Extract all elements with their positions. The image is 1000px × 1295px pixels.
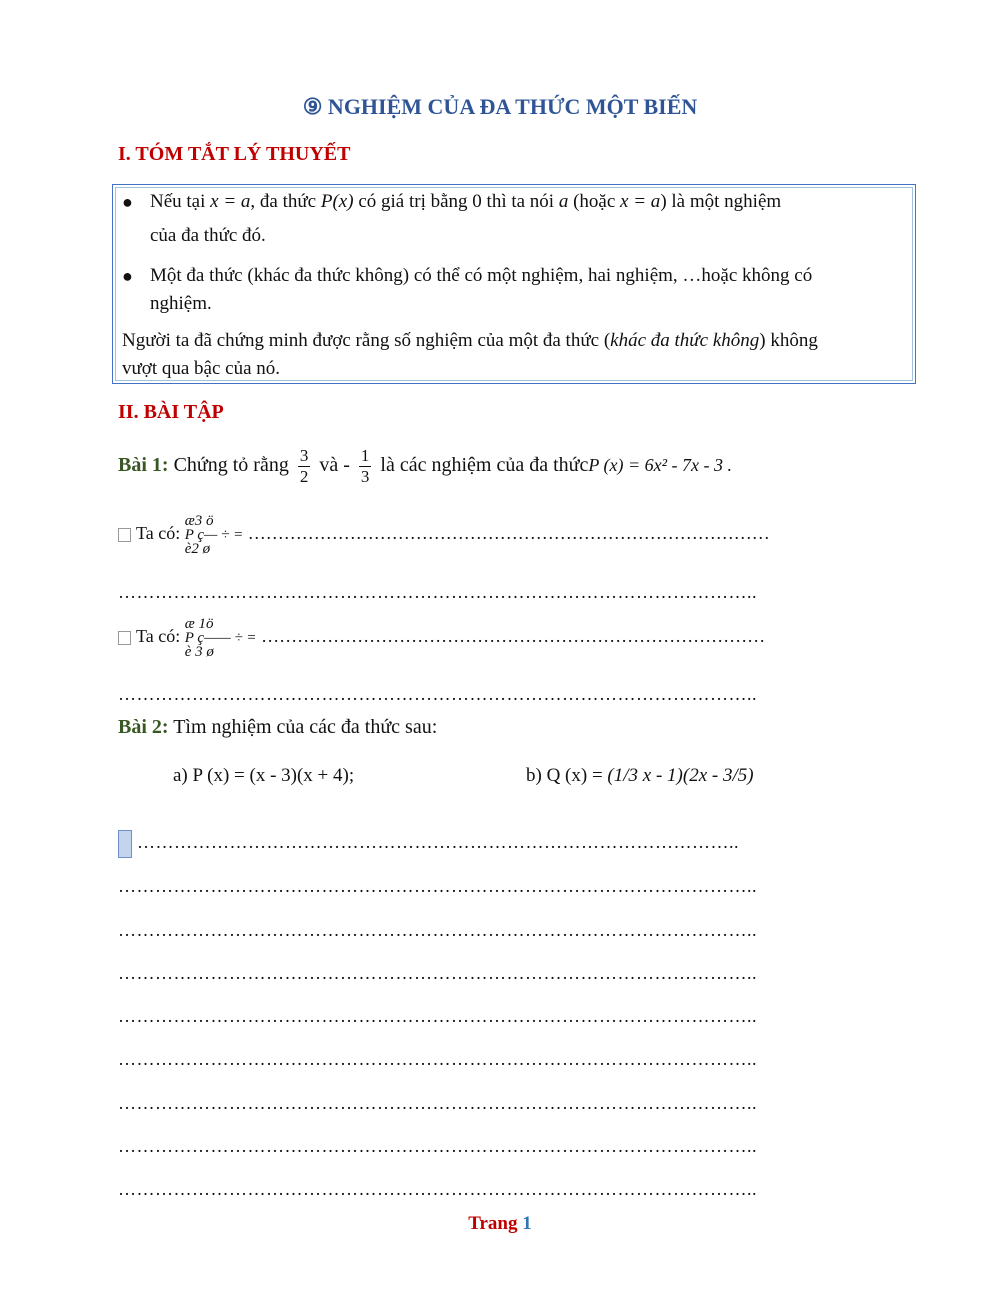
theory-text: có giá trị bằng 0 thì ta nói [353,191,559,212]
dotted-answer-line[interactable]: ………………………………………………………………………………………….. [118,1179,757,1199]
page-title: ⑨ NGHIỆM CỦA ĐA THỨC MỘT BIẾN [302,94,698,119]
fraction-numerator: 1 [360,446,370,465]
theory-bullet-1 [122,188,908,250]
dotted-answer-line[interactable]: ………………………………………………………………………………………….. [118,684,757,704]
answer-line-1 [118,514,770,556]
expr-mid: P ç—— ÷ = [184,630,257,646]
exercise-1-statement [118,446,732,487]
exercise-label: Bài 1: [118,454,169,477]
page-number: 1 [522,1213,532,1234]
dotted-answer-line[interactable]: ………………………………………………………………………………………….. [118,920,757,940]
theory-text: (hoặc [568,191,621,212]
theory-text: Nếu tại [150,191,211,212]
dotted-answer-line[interactable]: ………………………………………………………………………………………….. [118,1093,757,1113]
dotted-answer-line[interactable]: ………………………………………………………………………………………….. [118,963,757,983]
exercise-2b [526,765,754,787]
exercise-text: là các nghiệm của đa thức [380,454,589,477]
section-heading-exercises: II. BÀI TẬP [118,401,224,423]
fraction-numerator: 3 [299,446,309,465]
dotted-answer-line[interactable]: ………………………………………………………………………………………….. [118,1049,757,1069]
expr-mid: P ç— ÷ = [184,527,244,543]
dotted-answer-line[interactable]: ………………………………………………………………………………………….. [118,876,757,896]
bullet-icon: ● [122,266,133,286]
evaluated-expression [185,514,244,556]
exercise-text: Tìm nghiệm của các đa thức sau: [173,716,438,738]
theory-text: Người ta đã chứng minh được rằng số nghiệm của một đa thức ( [122,330,611,351]
expr-bot: è2 ø [184,541,211,557]
bullet-icon: ● [122,192,133,212]
theory-paragraph [122,327,908,383]
section-heading-theory: I. TÓM TẮT LÝ THUYẾT [118,143,351,165]
fraction-three-halves [298,446,311,487]
theory-emphasis: khác đa thức không [610,330,760,351]
answer-label: Ta có: [136,626,181,647]
page-footer [0,1213,1000,1235]
answer-label: Ta có: [136,523,181,544]
text-cursor-icon [118,830,132,858]
expr-top: æ3 ö [184,513,214,529]
answer-line-2 [118,617,765,659]
math-x-equals-a: x = a [210,191,251,212]
polynomial-expression: P (x) = 6x² - 7x - 3 . [588,455,733,476]
theory-text: ) là một nghiệm [660,191,782,212]
fraction-denominator: 3 [360,467,370,486]
math-a: a [558,191,569,212]
theory-text: ) không [759,330,818,351]
dotted-answer-line[interactable]: ………………………………………………………………………………………….. [118,1136,757,1156]
theory-text: nghiệm. [150,293,212,314]
dotted-answer-line[interactable]: …………………………………………………………………………… [247,523,770,544]
theory-text: vượt qua bậc của nó. [122,358,281,379]
exercise-2a: a) P (x) = (x - 3)(x + 4); [173,765,355,786]
exercise-2b-prefix: b) Q (x) = [526,765,603,786]
theory-text: Một đa thức (khác đa thức không) có thể có một nghiệm, hai nghiệm, …hoặc không có [150,265,813,286]
expr-bot: è 3 ø [184,644,214,660]
dots-text: …………………………………………………………………………………….. [137,832,739,853]
dotted-answer-line-first[interactable] [118,830,893,858]
math-px: P(x) [320,191,354,212]
expr-top: æ 1ö [184,616,214,632]
evaluated-expression [185,617,257,659]
theory-text: , đa thức [250,191,321,212]
dotted-answer-line[interactable]: ………………………………………………………………………… [261,626,766,647]
fraction-one-third [359,446,372,487]
exercise-text: và - [319,454,350,477]
theory-text: của đa thức đó. [150,225,266,246]
fraction-denominator: 2 [299,467,309,486]
checkbox-icon [118,528,131,542]
checkbox-icon [118,631,131,645]
exercise-label: Bài 2: [118,716,169,738]
dotted-answer-line[interactable]: ………………………………………………………………………………………….. [118,1006,757,1026]
dotted-answer-line[interactable]: ………………………………………………………………………………………….. [118,582,757,602]
footer-label: Trang [468,1213,518,1234]
theory-bullet-2 [122,262,908,318]
exercise-2-statement [118,716,437,739]
exercise-2b-expression: (1/3 x - 1)(2x - 3/5) [607,765,754,786]
exercise-text: Chứng tỏ rằng [173,454,289,477]
math-x-equals-a: x = a [620,191,661,212]
